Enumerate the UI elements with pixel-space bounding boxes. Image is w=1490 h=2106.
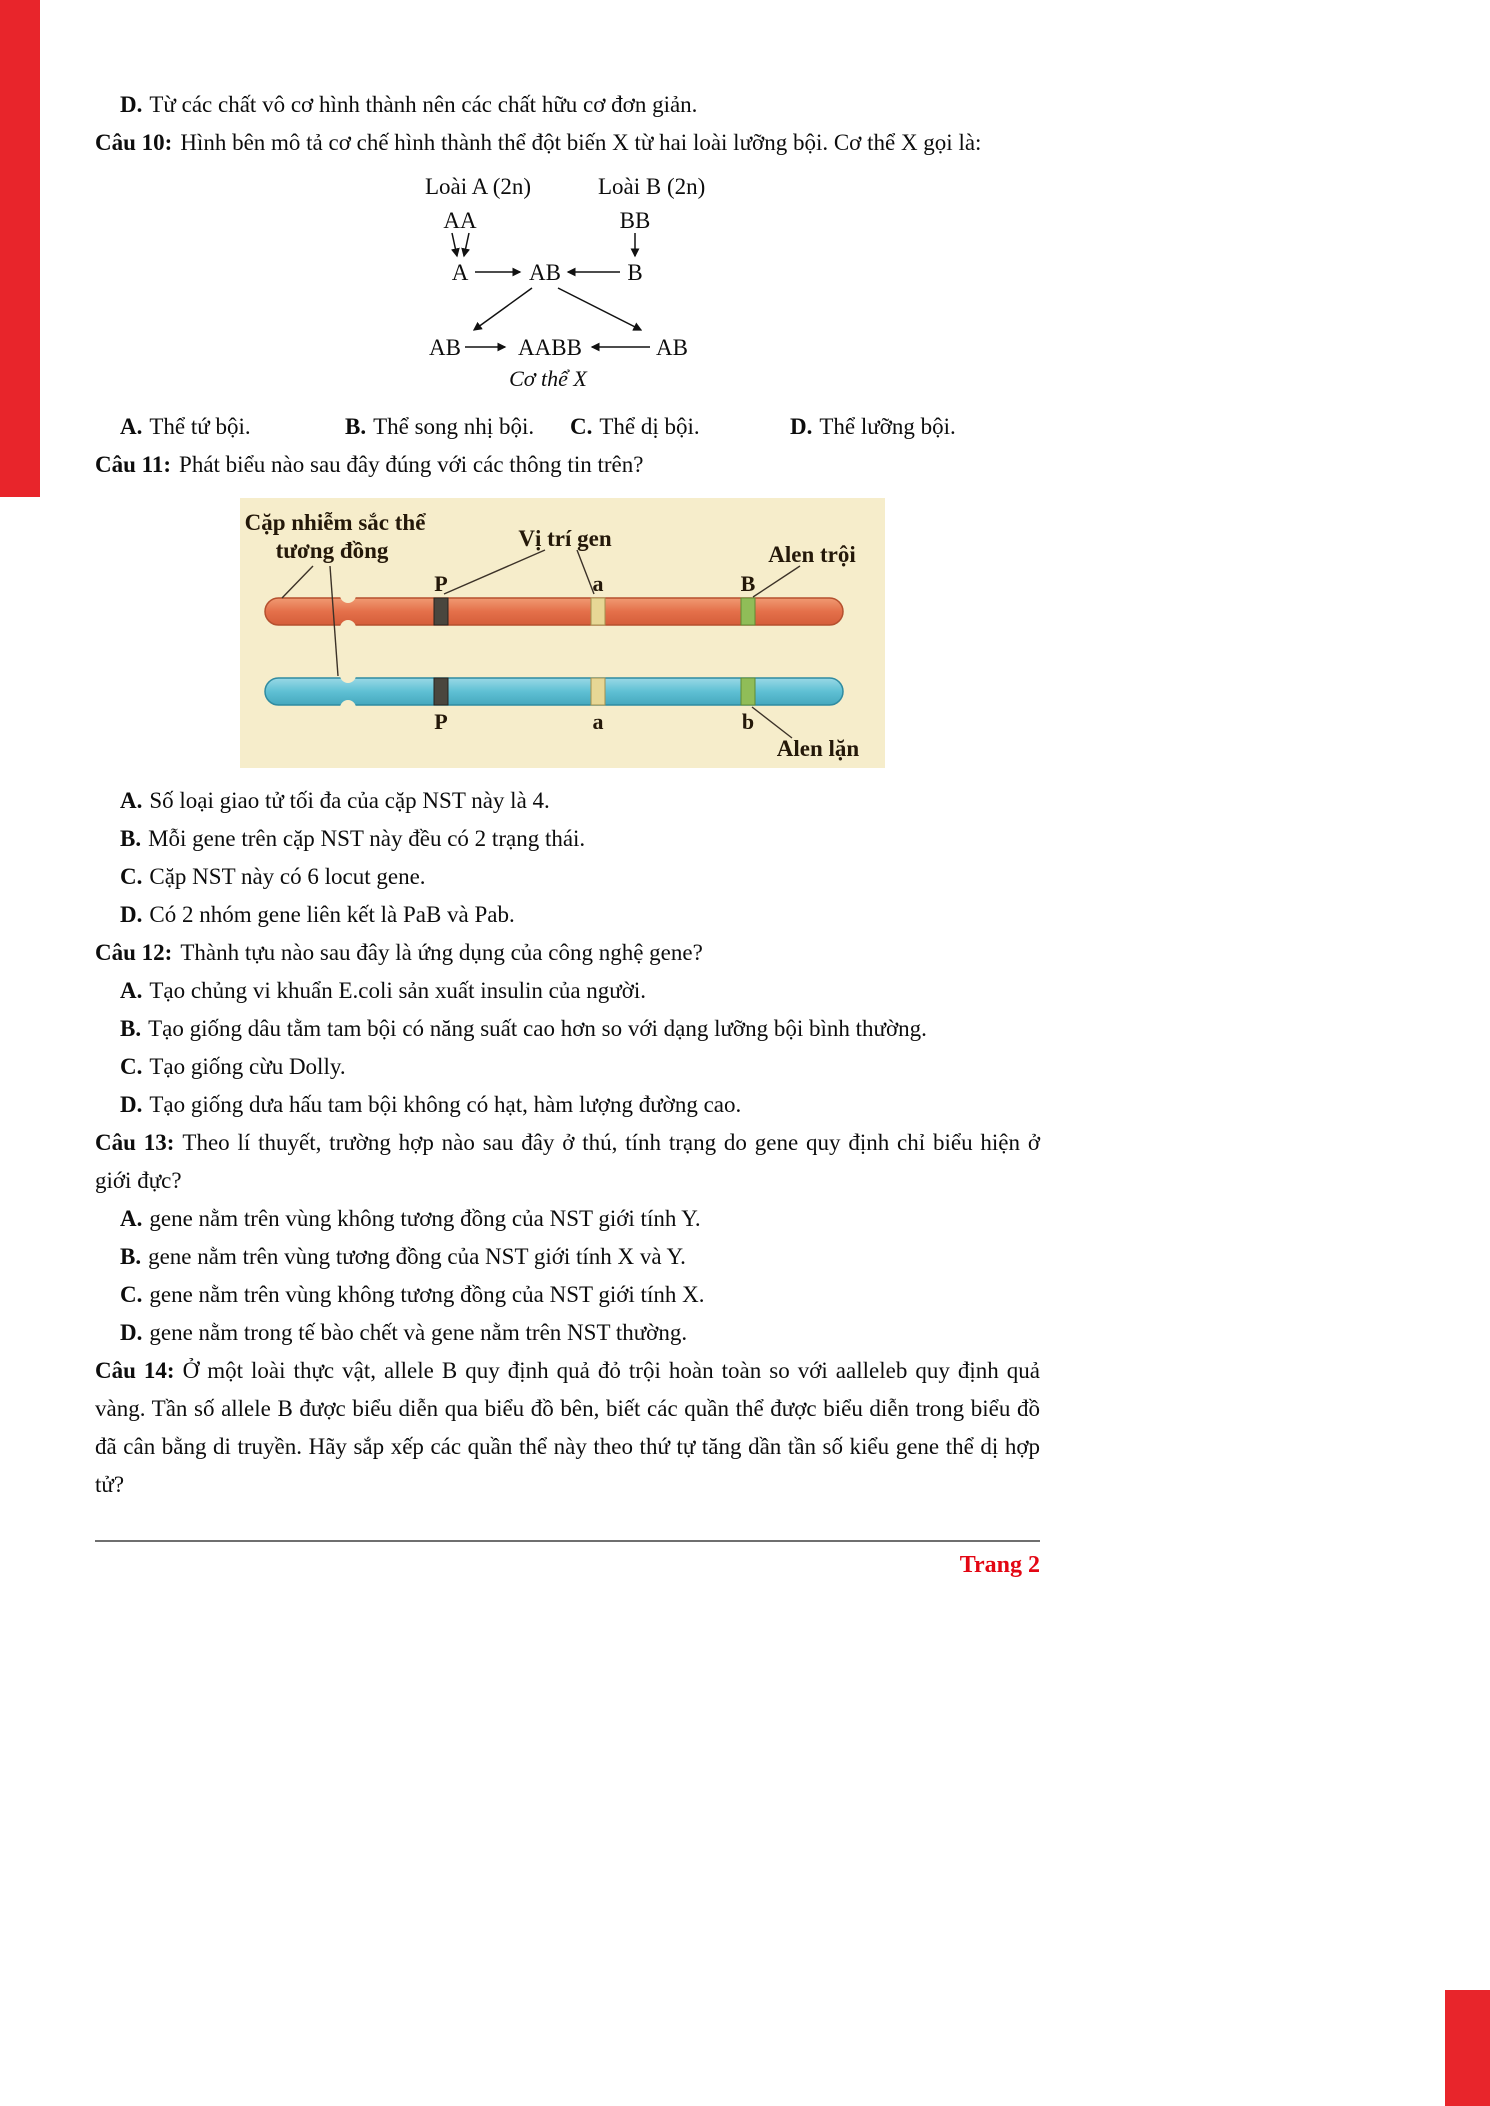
question-14-text: Ở một loài thực vật, allele B quy định quả đỏ trội hoàn toàn so với aalleleb quy định quả vàng. Tần số allele B được biểu diễn qua biểu đồ bên, biết các quần thể được biểu diễn trong biểu đồ đã cân bằng di truyền. Hãy sắp xếp các quần thể này theo thứ tự tăng dần tần số kiểu gene thể dị hợp tử? bbox=[95, 1358, 1040, 1497]
meiosis-arrow-a2 bbox=[464, 233, 469, 256]
q10-option-b bbox=[345, 408, 570, 446]
option-letter: D. bbox=[120, 1092, 143, 1117]
question-11-text: Phát biểu nào sau đây đúng với các thông tin trên? bbox=[179, 452, 644, 477]
question-13-label: Câu 13: bbox=[95, 1130, 175, 1155]
q13-option-c bbox=[95, 1276, 1040, 1314]
q13-option-b bbox=[95, 1238, 1040, 1276]
page-number: Trang 2 bbox=[959, 1552, 1040, 1578]
homolog-label-line1: Cặp nhiễm sắc thể bbox=[244, 510, 426, 535]
top-band-B bbox=[741, 598, 755, 625]
question-14 bbox=[95, 1352, 1040, 1504]
bottom-locus-P: P bbox=[434, 709, 448, 734]
option-letter: B. bbox=[120, 1244, 142, 1269]
q13-option-a bbox=[95, 1200, 1040, 1238]
document-page bbox=[95, 0, 1040, 1579]
top-margin bbox=[95, 0, 1040, 86]
option-letter: A. bbox=[120, 788, 143, 813]
option-text: Thể lưỡng bội. bbox=[819, 414, 956, 439]
q11-option-b bbox=[95, 820, 1040, 858]
option-text: Tạo giống dưa hấu tam bội không có hạt, hàm lượng đường cao. bbox=[149, 1092, 742, 1117]
q12-option-b bbox=[95, 1010, 1040, 1048]
parent-aa: AA bbox=[443, 208, 477, 233]
top-centromere-pinch-lower bbox=[340, 620, 356, 636]
option-text: gene nằm trên vùng không tương đồng của NST giới tính Y. bbox=[149, 1206, 701, 1231]
option-letter: D. bbox=[790, 414, 813, 439]
question-10 bbox=[95, 124, 1040, 162]
parent-bb: BB bbox=[619, 208, 651, 233]
option-text: gene nằm trong tế bào chết và gene nằm trên NST thường. bbox=[149, 1320, 688, 1345]
question-13-text: Theo lí thuyết, trường hợp nào sau đây ở thú, tính trạng do gene quy định chỉ biểu hiện ở giới đực? bbox=[95, 1130, 1040, 1193]
footer-divider bbox=[95, 1540, 1040, 1542]
q10-hybridization-diagram bbox=[420, 170, 765, 398]
species-a-label: Loài A (2n) bbox=[425, 174, 532, 199]
q11-chromosome-figure bbox=[240, 498, 885, 768]
q12-option-c bbox=[95, 1048, 1040, 1086]
q13-option-d bbox=[95, 1314, 1040, 1352]
gamete-a: A bbox=[451, 260, 469, 285]
option-text: Có 2 nhóm gene liên kết là PaB và Pab. bbox=[149, 902, 515, 927]
previous-question-option-d bbox=[95, 86, 1040, 124]
option-letter: D. bbox=[120, 902, 143, 927]
option-text: Thể dị bội. bbox=[599, 414, 700, 439]
bottom-band-P bbox=[434, 678, 448, 705]
bottom-locus-b: b bbox=[741, 709, 755, 734]
option-text: Thể tứ bội. bbox=[149, 414, 251, 439]
question-10-text: Hình bên mô tả cơ chế hình thành thể đột biến X từ hai loài lưỡng bội. Cơ thể X gọi là: bbox=[180, 130, 982, 155]
option-letter: B. bbox=[120, 1016, 142, 1041]
diagonal-arrow-left bbox=[474, 288, 532, 330]
meiosis-arrow-a1 bbox=[452, 233, 457, 256]
q11-option-c bbox=[95, 858, 1040, 896]
diagonal-arrow-right bbox=[558, 288, 641, 330]
bottom-band-a bbox=[591, 678, 605, 705]
q11-option-a bbox=[95, 782, 1040, 820]
hybrid-ab: AB bbox=[529, 260, 561, 285]
option-text: Cặp NST này có 6 locut gene. bbox=[149, 864, 426, 889]
homolog-label-line2: tương đồng bbox=[275, 538, 389, 563]
red-border-bottom-right bbox=[1445, 1990, 1490, 2106]
bottom-centromere-pinch-upper bbox=[340, 667, 356, 683]
option-text: gene nằm trên vùng tương đồng của NST giới tính X và Y. bbox=[148, 1244, 686, 1269]
question-12-label: Câu 12: bbox=[95, 940, 173, 965]
question-13 bbox=[95, 1124, 1040, 1200]
question-10-label: Câu 10: bbox=[95, 130, 173, 155]
bottom-centromere-pinch-lower bbox=[340, 700, 356, 716]
q10-diagram-svg bbox=[420, 170, 765, 398]
top-locus-a: a bbox=[592, 571, 604, 596]
option-letter: B. bbox=[120, 826, 142, 851]
option-text: Mỗi gene trên cặp NST này đều có 2 trạng thái. bbox=[148, 826, 586, 851]
q12-option-d bbox=[95, 1086, 1040, 1124]
bottom-locus-a: a bbox=[592, 709, 604, 734]
option-letter: C. bbox=[120, 1282, 143, 1307]
question-12 bbox=[95, 934, 1040, 972]
bottom-right-ab: AB bbox=[656, 335, 688, 360]
option-text: Tạo giống cừu Dolly. bbox=[149, 1054, 346, 1079]
top-band-P bbox=[434, 598, 448, 625]
option-letter: D. bbox=[120, 92, 143, 117]
top-locus-B: B bbox=[740, 571, 756, 596]
q11-figure-svg bbox=[240, 498, 885, 768]
question-14-label: Câu 14: bbox=[95, 1358, 175, 1383]
q11-option-d bbox=[95, 896, 1040, 934]
body-x-caption: Cơ thể X bbox=[509, 366, 587, 391]
top-band-a bbox=[591, 598, 605, 625]
option-text: Thể song nhị bội. bbox=[373, 414, 535, 439]
bottom-band-b bbox=[741, 678, 755, 705]
option-letter: B. bbox=[345, 414, 367, 439]
option-letter: C. bbox=[120, 1054, 143, 1079]
bottom-left-ab: AB bbox=[429, 335, 461, 360]
option-text: gene nằm trên vùng không tương đồng của NST giới tính X. bbox=[149, 1282, 705, 1307]
option-letter: A. bbox=[120, 978, 143, 1003]
question-11-label: Câu 11: bbox=[95, 452, 172, 477]
top-centromere-pinch-upper bbox=[340, 587, 356, 603]
q10-answer-row bbox=[95, 408, 1040, 446]
q12-option-a bbox=[95, 972, 1040, 1010]
option-letter: C. bbox=[120, 864, 143, 889]
option-text: Tạo chủng vi khuẩn E.coli sản xuất insulin của người. bbox=[149, 978, 647, 1003]
allopolyploid-aabb: AABB bbox=[518, 335, 582, 360]
option-letter: C. bbox=[570, 414, 593, 439]
gene-position-label: Vị trí gen bbox=[518, 526, 612, 551]
q10-option-d bbox=[790, 408, 956, 446]
gamete-b: B bbox=[627, 260, 643, 285]
top-locus-P: P bbox=[434, 571, 448, 596]
option-letter: A. bbox=[120, 1206, 143, 1231]
question-12-text: Thành tựu nào sau đây là ứng dụng của công nghệ gene? bbox=[180, 940, 703, 965]
red-border-left bbox=[0, 0, 40, 497]
question-11 bbox=[95, 446, 1040, 484]
q10-option-a bbox=[120, 408, 345, 446]
q10-option-c bbox=[570, 408, 790, 446]
option-text: Tạo giống dâu tằm tam bội có năng suất cao hơn so với dạng lưỡng bội bình thường. bbox=[148, 1016, 927, 1041]
option-text: Số loại giao tử tối đa của cặp NST này là 4. bbox=[149, 788, 550, 813]
option-letter: D. bbox=[120, 1320, 143, 1345]
option-letter: A. bbox=[120, 414, 143, 439]
option-text: Từ các chất vô cơ hình thành nên các chất hữu cơ đơn giản. bbox=[149, 92, 698, 117]
species-b-label: Loài B (2n) bbox=[598, 174, 706, 199]
recessive-allele-label: Alen lặn bbox=[776, 736, 860, 761]
dominant-allele-label: Alen trội bbox=[768, 542, 856, 567]
